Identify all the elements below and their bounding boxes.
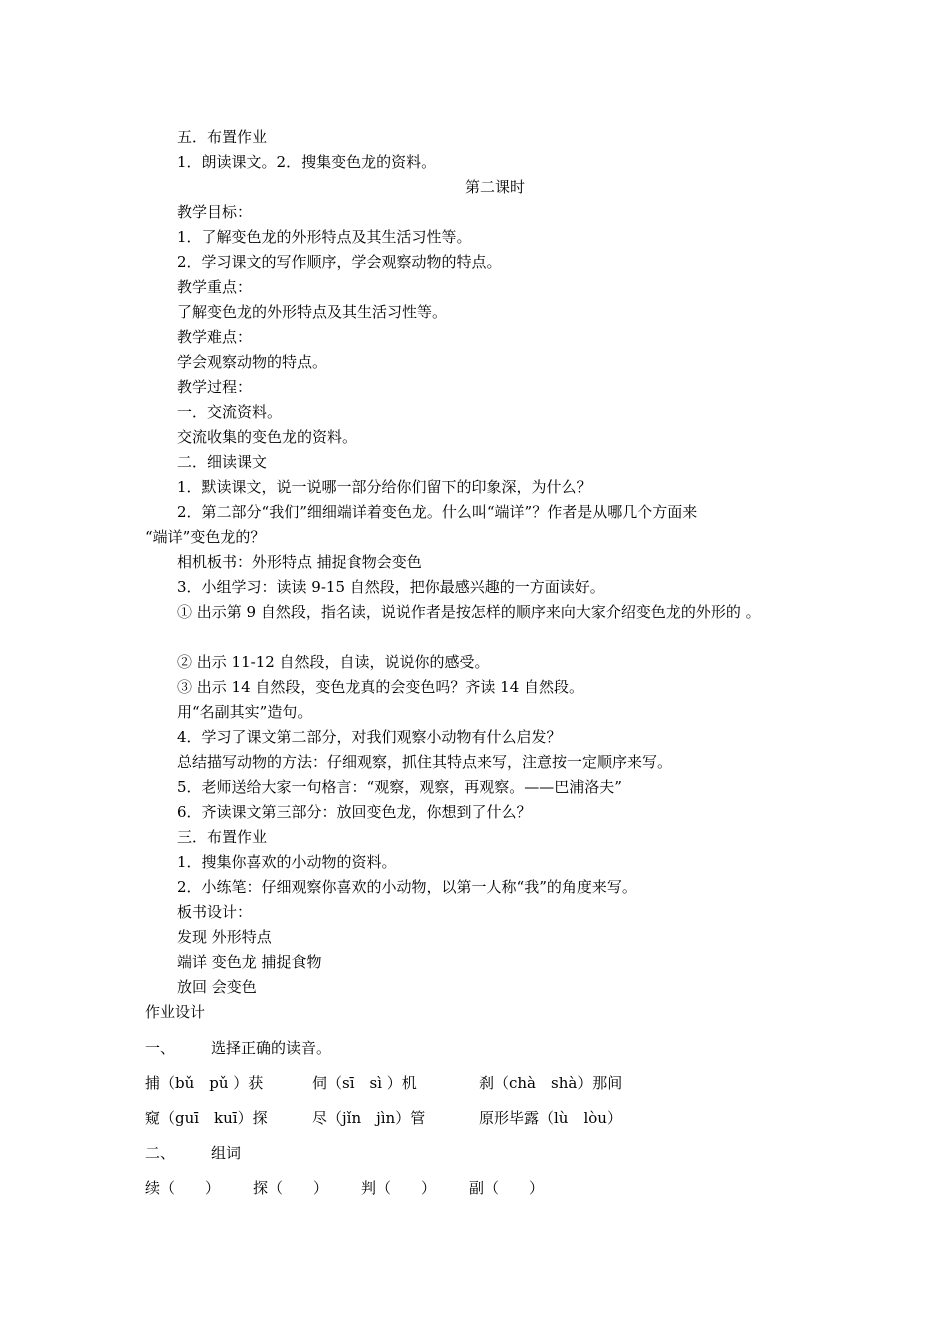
board-line: 发现 外形特点 xyxy=(177,928,272,946)
pinyin-item: 原形毕露（lù lòu） xyxy=(479,1109,622,1127)
question-number: 二、 xyxy=(145,1144,176,1162)
text-line: 1．搜集你喜欢的小动物的资料。 xyxy=(177,853,397,871)
pinyin-item: 尽（jǐn jìn）管 xyxy=(312,1109,426,1127)
text-line: ① 出示第 9 自然段，指名读，说说作者是按怎样的顺序来向大家介绍变色龙的外形的 。 xyxy=(177,603,761,621)
board-line: 放回 会变色 xyxy=(177,978,257,996)
lesson-subtitle: 第二课时 xyxy=(464,178,525,196)
word-blank: 探（ ） xyxy=(253,1179,329,1197)
word-blank: 判（ ） xyxy=(361,1179,437,1197)
text-line: “端详”变色龙的？ xyxy=(145,528,266,546)
text-line: 总结描写动物的方法：仔细观察，抓住其特点来写，注意按一定顺序来写。 xyxy=(177,753,673,771)
section-heading: 教学目标： xyxy=(177,203,253,221)
text-line: 4．学习了课文第二部分，对我们观察小动物有什么启发？ xyxy=(177,728,562,746)
text-line: 6．齐读课文第三部分：放回变色龙，你想到了什么？ xyxy=(177,803,532,821)
pinyin-item: 刹（chà shà）那间 xyxy=(479,1074,623,1092)
text-line: 3．小组学习：读读 9-15 自然段，把你最感兴趣的一方面读好。 xyxy=(177,578,605,596)
word-blank: 副（ ） xyxy=(469,1179,545,1197)
board-line: 端详 变色龙 捕捉食物 xyxy=(177,953,322,971)
text-line: 了解变色龙的外形特点及其生活习性等。 xyxy=(177,303,448,321)
text-line: 一．交流资料。 xyxy=(177,403,283,421)
text-line: 1．了解变色龙的外形特点及其生活习性等。 xyxy=(177,228,472,246)
section-heading: 教学难点： xyxy=(177,328,253,346)
text-line: ② 出示 11-12 自然段，自读，说说你的感受。 xyxy=(177,653,490,671)
pinyin-item: 窥（guī kuī）探 xyxy=(145,1109,268,1127)
question-text: 选择正确的读音。 xyxy=(211,1039,332,1057)
text-line: 5．老师送给大家一句格言：“观察，观察，再观察。——巴浦洛夫” xyxy=(177,778,622,796)
text-line: 2．小练笔：仔细观察你喜欢的小动物，以第一人称“我”的角度来写。 xyxy=(177,878,637,896)
text-line: 学会观察动物的特点。 xyxy=(177,353,328,371)
text-line: 1．默读课文，说一说哪一部分给你们留下的印象深，为什么？ xyxy=(177,478,592,496)
section-heading: 五．布置作业 xyxy=(177,128,268,146)
text-line: ③ 出示 14 自然段，变色龙真的会变色吗？齐读 14 自然段。 xyxy=(177,678,585,696)
section-heading: 教学过程： xyxy=(177,378,253,396)
section-heading: 三．布置作业 xyxy=(177,828,268,846)
section-heading: 教学重点： xyxy=(177,278,253,296)
homework-title: 作业设计 xyxy=(145,1003,206,1021)
text-line: 2．学习课文的写作顺序，学会观察动物的特点。 xyxy=(177,253,502,271)
text-line: 用“名副其实”造句。 xyxy=(177,703,313,721)
pinyin-item: 捕（bǔ pǔ ）获 xyxy=(145,1074,264,1092)
section-heading: 板书设计： xyxy=(177,903,253,921)
section-heading: 二．细读课文 xyxy=(177,453,268,471)
question-text: 组词 xyxy=(211,1144,242,1162)
text-line: 交流收集的变色龙的资料。 xyxy=(177,428,358,446)
question-number: 一、 xyxy=(145,1039,176,1057)
text-line: 2．第二部分“我们”细细端详着变色龙。什么叫“端详”？作者是从哪几个方面来 xyxy=(177,503,698,521)
text-line: 相机板书：外形特点 捕捉食物会变色 xyxy=(177,553,422,571)
word-blank: 续（ ） xyxy=(145,1179,221,1197)
pinyin-item: 伺（sī sì ）机 xyxy=(312,1074,417,1092)
text-line: 1．朗读课文。2．搜集变色龙的资料。 xyxy=(177,153,437,171)
